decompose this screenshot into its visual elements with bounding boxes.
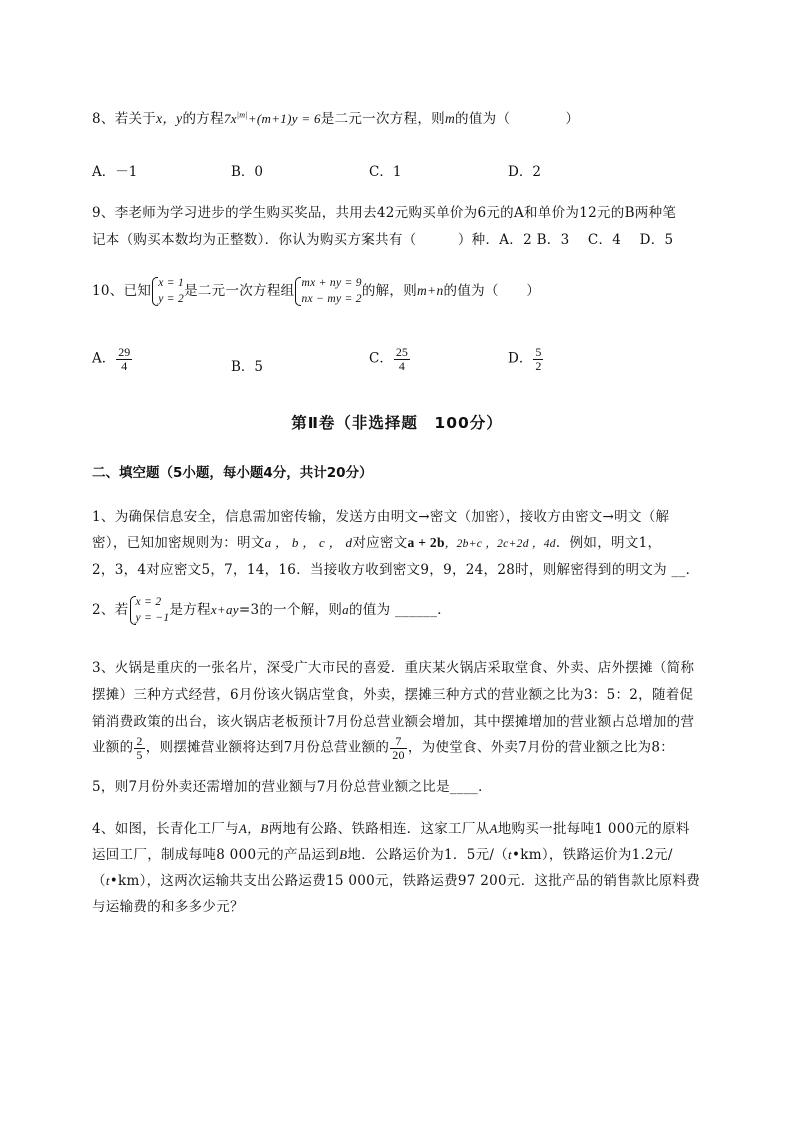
question-10 (92, 276, 540, 307)
section-2-title: 二、填空题（5小题，每小题4分，共计20分） (92, 465, 373, 481)
f2-equation: x+ay (210, 602, 239, 618)
q8-vars: x，y (156, 111, 183, 126)
f4-line-2: 运回工厂，制成每吨8 000元的产品运到B地．公路运价为1．5元/（t•km），铁路运价为1.2元/ (92, 847, 673, 863)
f2-var: a (342, 602, 349, 618)
q10-option-b: B．5 (231, 359, 264, 375)
q8-text-mid: 的方程 (182, 111, 224, 127)
q10-suffix2: 的值为（ ） (443, 283, 541, 300)
f3-fraction-2: $\frac{7}{20}$ (392, 734, 405, 762)
f3-line-3: 销消费政策的出台，该火锅店老板预计7月份总营业额会增加，其中摆摊增加的营业额占总增加的营 (92, 714, 695, 730)
q8-suffix2: 的值为（ ） (455, 111, 580, 127)
f1-vars: a ， b ， c ， d (264, 535, 353, 550)
f4-line-3: （t•km），这两次运输共支出公路运费15 000元，铁路运费97 200元．这批产品的销售款比原料费 (92, 873, 701, 889)
f1-line-3: 2，3，4对应密文5，7，14，16．当接收方收到密文9，9，24，28时，则解密得到的明文为 __． (92, 562, 700, 578)
f1-cipher-rest: ，2b+c ，2c+2d ，4d (444, 538, 556, 550)
q10-prefix: 10、已知 (92, 283, 152, 300)
f3-line-5: 5，则7月份外卖还需增加的营业额与7月份总营业额之比是____． (92, 779, 492, 795)
f3-line-2: 摆摊）三种方式经营，6月份该火锅店堂食，外卖，摆摊三种方式的营业额之比为3：5：2，随着促 (92, 687, 694, 703)
part-2-heading: 第Ⅱ卷（非选择题 100分） (291, 414, 503, 432)
f1-line-1: 1、为确保信息安全，信息需加密传输，发送方由明文→密文（加密），接收方由密文→明文（解 (92, 509, 670, 525)
q8-equation: $7x^{|m|}+(m+1)y = 6$ (223, 110, 321, 126)
f4-line-4: 与运输费的和多多少元？ (92, 899, 244, 915)
q8-suffix: 是二元一次方程，则 (320, 111, 445, 127)
q8-option-b: B．0 (231, 164, 264, 180)
f3-line-4: 业额的 $\frac{2}{5}$ ，则摆摊营业额将达到7月份总营业额的 $\frac{7}{20}$ ，为使堂食、外卖7月份的营业额之比为8： (92, 734, 675, 762)
q8-option-d: D．2 (508, 164, 541, 180)
q10-suffix: 的解，则 (361, 283, 418, 300)
f2-line: 2、若 x = 2 y = −1 是方程x+ay=3的一个解，则a的值为 ______． (92, 595, 451, 626)
q10-var: m+n (417, 283, 444, 299)
q10-option-c: C． $\frac{25}{4}$ (369, 345, 408, 373)
q9-line-1: 9、李老师为学习进步的学生购买奖品，共用去42元购买单价为6元的A和单价为12元的B两种笔 (92, 205, 677, 221)
f1-cipher-1: a + 2b (407, 535, 445, 550)
q10-option-a: A． $\frac{29}{4}$ (92, 345, 131, 373)
q8-option-a: A．－1 (92, 164, 138, 180)
question-8 (92, 107, 579, 127)
q10-system-brace: mx + ny = 9 nx − my = 2 (294, 276, 361, 307)
f1-line-2: 密），已知加密规则为：明文a ， b ， c ， d对应密文a + 2b，2b+c ，2c+2d ，4d．例如，明文1， (92, 535, 662, 551)
q8-text: 8、若关于 (92, 111, 157, 127)
f2-solution-brace: x = 2 y = −1 (129, 595, 170, 626)
q10-option-d: D． $\frac{5}{2}$ (508, 345, 542, 373)
f3-fraction-1: $\frac{2}{5}$ (136, 734, 143, 762)
q9-line-2: 记本（购买本数均为正整数）．你认为购买方案共有（ ）种．A．2 B．3 C．4 D．5 (92, 232, 674, 248)
f3-line-1: 3、火锅是重庆的一张名片，深受广大市民的喜爱．重庆某火锅店采取堂食、外卖、店外摆摊（简称 (92, 660, 695, 676)
q8-var: m (444, 111, 456, 126)
q10-mid: 是二元一次方程组 (184, 283, 295, 300)
f4-line-1: 4、如图，长青化工厂与A，B两地有公路、铁路相连．这家工厂从A地购买一批每吨1 000元的原料 (92, 821, 690, 837)
q8-option-c: C．1 (369, 164, 402, 180)
q10-solution-brace: x = 1 y = 2 (151, 276, 184, 307)
